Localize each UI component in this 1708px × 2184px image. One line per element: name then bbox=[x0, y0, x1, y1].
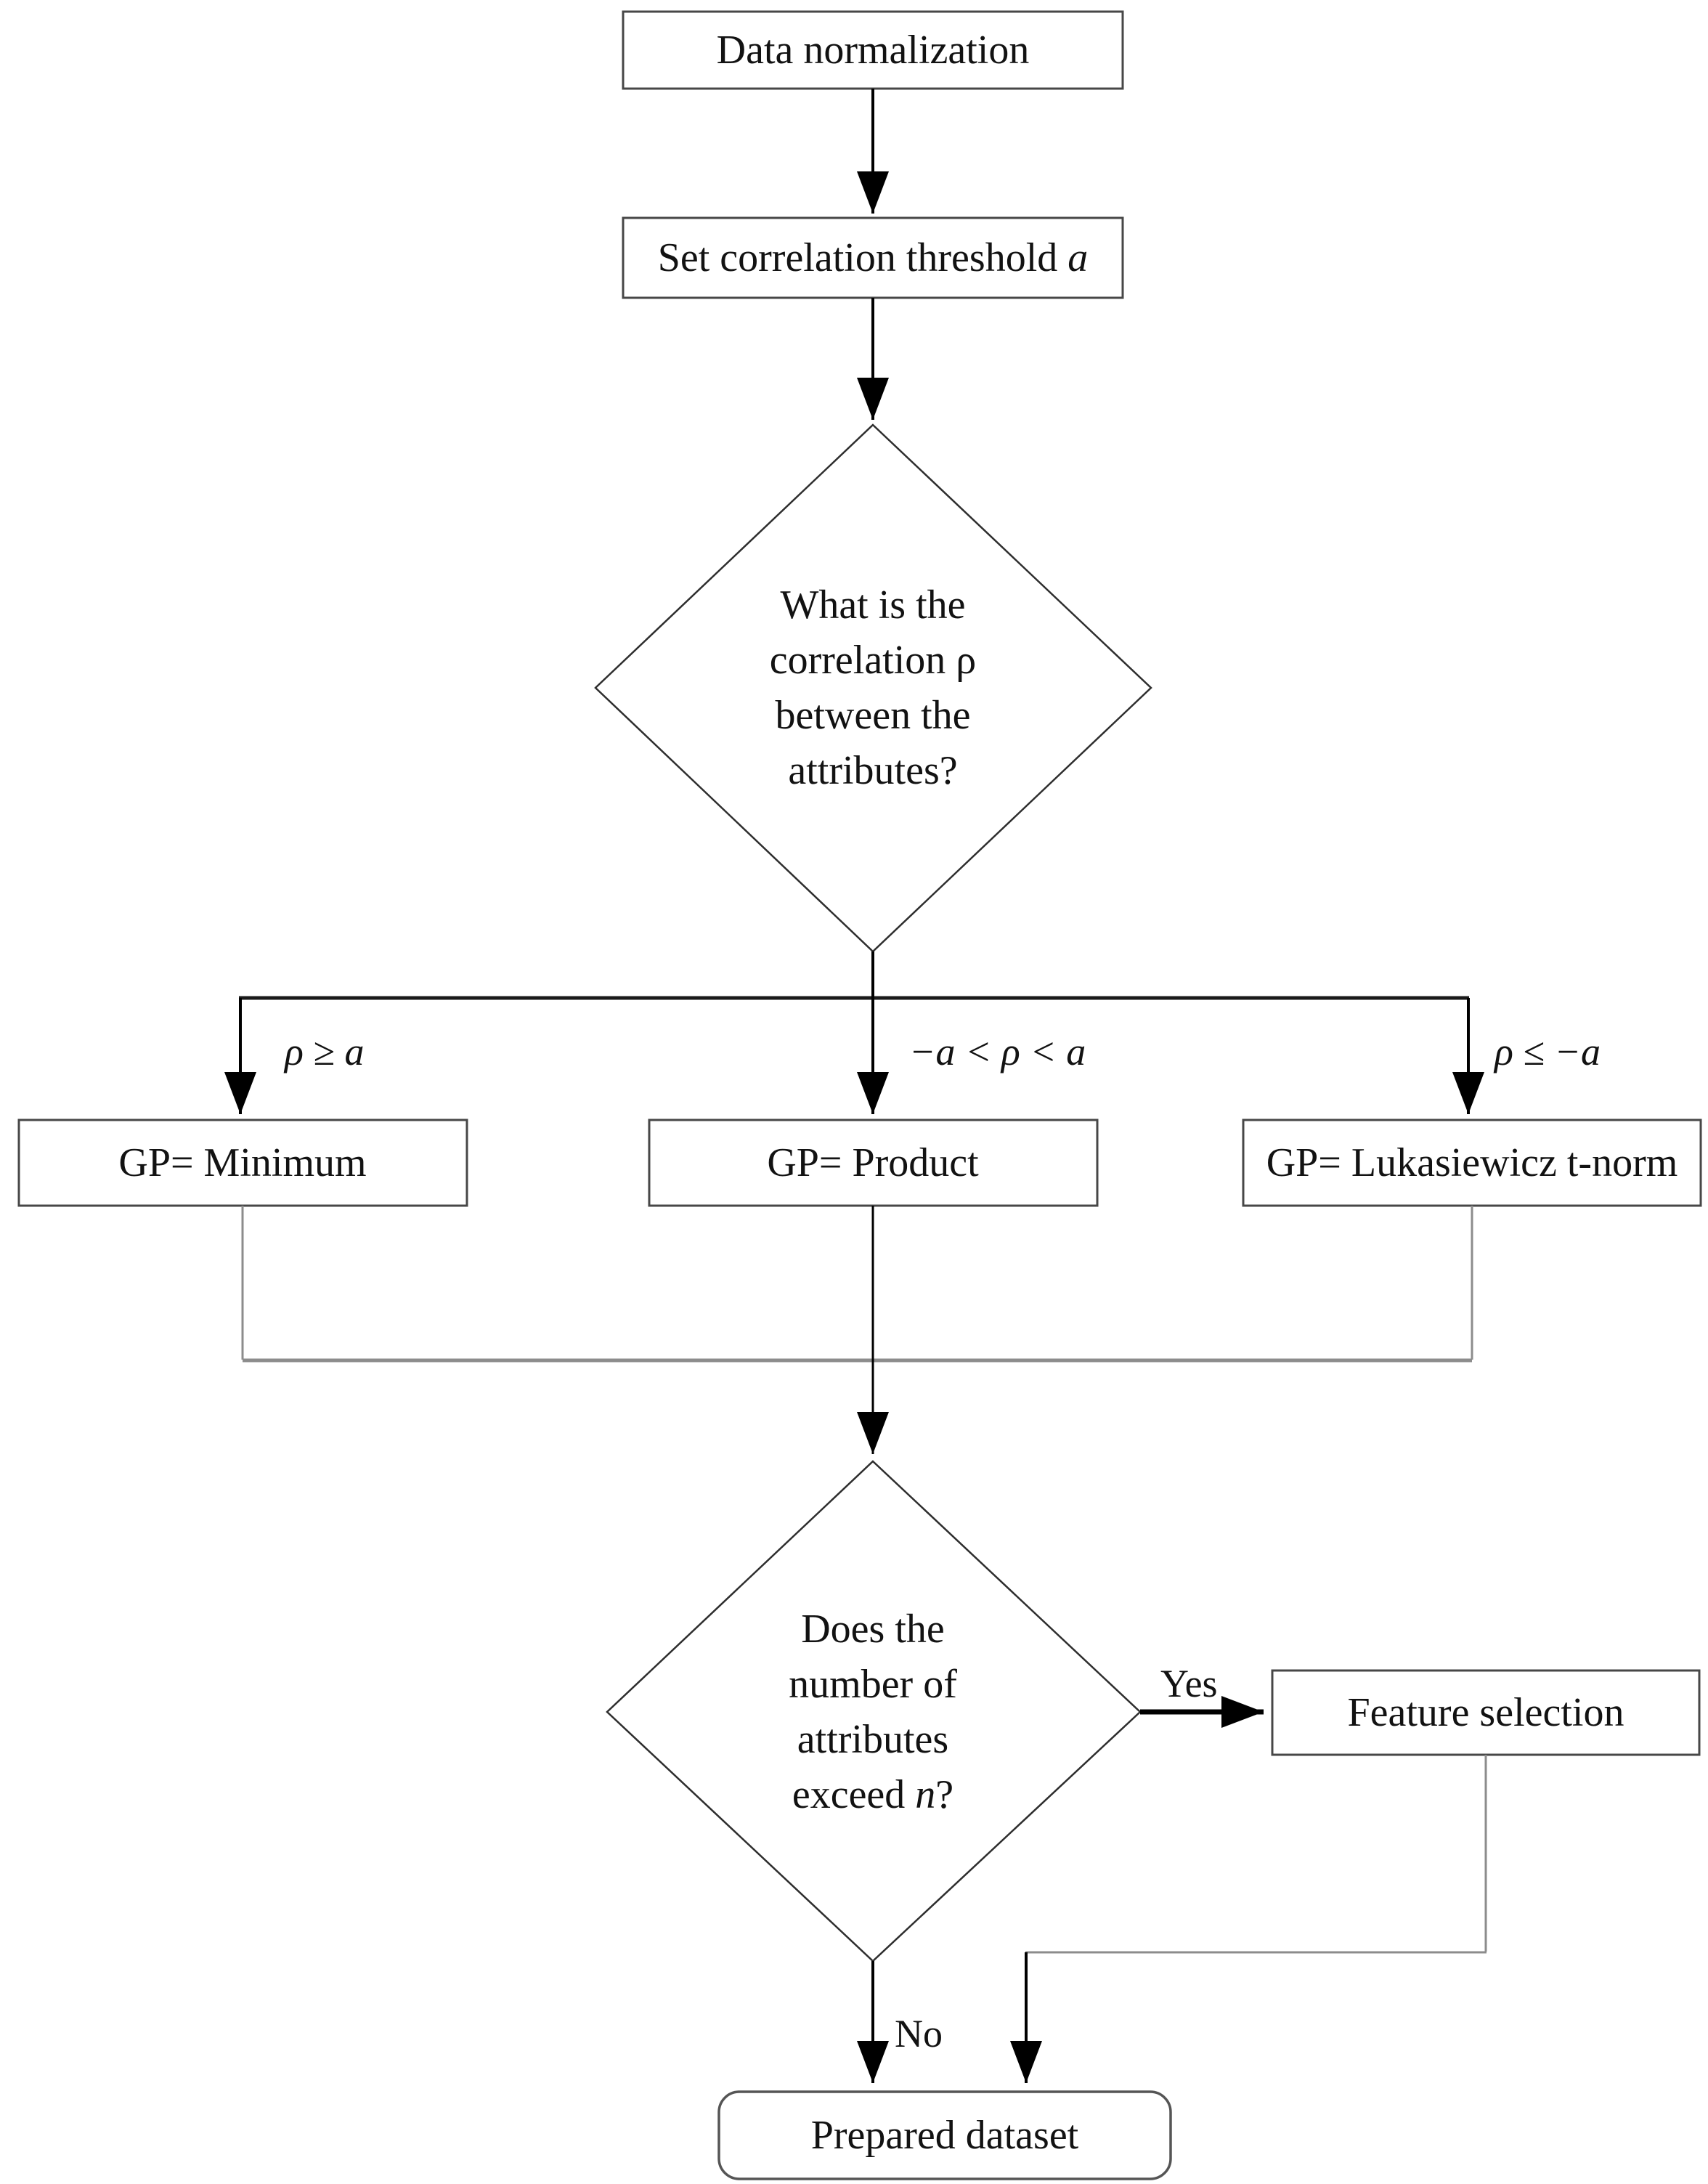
decision-correlation bbox=[595, 425, 1151, 951]
label-neg-a-lt-rho-lt-a: −a < ρ < a bbox=[909, 1030, 1086, 1073]
decision-correlation-line3: between the bbox=[775, 693, 971, 738]
node-prepared-dataset-label: Prepared dataset bbox=[810, 2113, 1079, 2158]
node-feature-selection-label: Feature selection bbox=[1347, 1690, 1624, 1735]
decision-attributes bbox=[607, 1461, 1140, 1961]
set-threshold-text: Set correlation threshold bbox=[657, 235, 1068, 280]
decision-attributes-line3: attributes bbox=[797, 1717, 949, 1762]
decision-attributes-line4-prefix: exceed bbox=[792, 1772, 916, 1817]
label-rho-le-neg-a: ρ ≤ −a bbox=[1494, 1030, 1601, 1073]
decision-correlation-line4: attributes? bbox=[788, 748, 958, 793]
set-threshold-var: a bbox=[1068, 235, 1089, 280]
decision-attributes-line4-suffix: ? bbox=[935, 1772, 954, 1817]
decision-attributes-line2: number of bbox=[789, 1662, 957, 1707]
node-set-threshold-label bbox=[658, 235, 1089, 280]
decision-correlation-line2: correlation ρ bbox=[769, 638, 977, 683]
decision-attributes-line4 bbox=[792, 1772, 953, 1817]
node-data-normalization-label: Data normalization bbox=[716, 28, 1030, 73]
decision-attributes-line1: Does the bbox=[801, 1607, 945, 1652]
decision-attributes-var: n bbox=[915, 1772, 936, 1817]
label-no: No bbox=[895, 2012, 943, 2055]
label-yes: Yes bbox=[1160, 1662, 1218, 1705]
label-rho-ge-a: ρ ≥ a bbox=[285, 1030, 365, 1073]
node-gp-minimum-label: GP= Minimum bbox=[118, 1140, 367, 1185]
decision-correlation-line1: What is the bbox=[780, 582, 966, 628]
node-gp-product-label: GP= Product bbox=[767, 1140, 979, 1185]
node-gp-lukasiewicz-label: GP= Lukasiewicz t-norm bbox=[1266, 1140, 1678, 1185]
